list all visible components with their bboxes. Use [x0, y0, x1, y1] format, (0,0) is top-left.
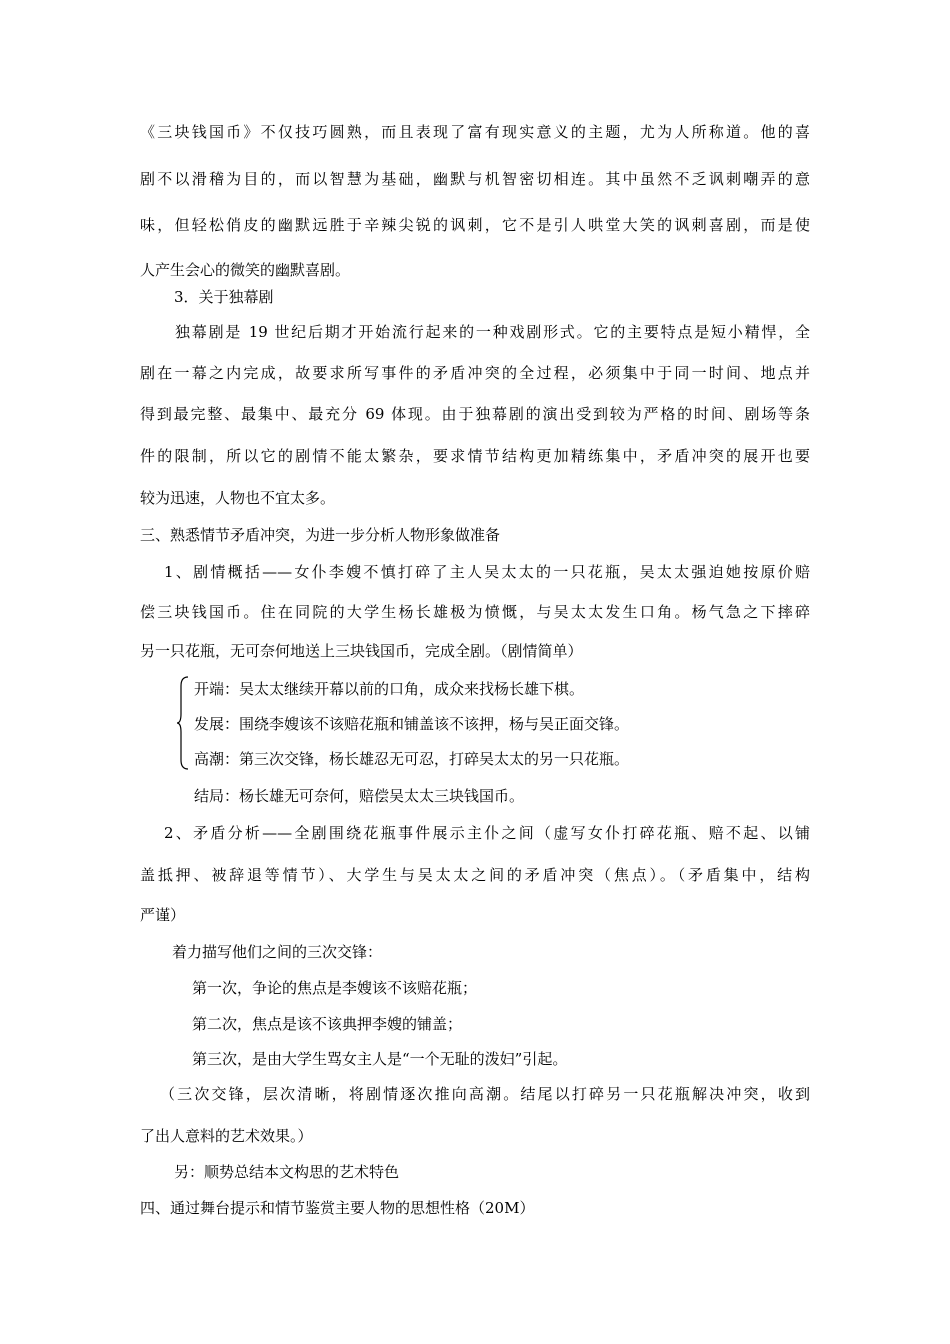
- round-two: 第二次，焦点是该不该典押李嫂的铺盖；: [192, 1015, 463, 1033]
- oneact-heading: 3．关于独幕剧: [174, 288, 274, 306]
- intro-line-3: 味，但轻松俏皮的幽默远胜于辛辣尖锐的讽刺，它不是引人哄堂大笑的讽刺喜剧，而是使: [140, 216, 810, 234]
- oneact-line-2: 剧在一幕之内完成，故要求所写事件的矛盾冲突的全过程，必须集中于同一时间、地点并: [140, 364, 810, 382]
- conflict-line-1: 2、矛盾分析——全剧围绕花瓶事件展示主仆之间（虚写女仆打碎花瓶、赔不起、以铺: [164, 824, 810, 842]
- oneact-line-5: 较为迅速，人物也不宜太多。: [140, 489, 336, 507]
- extra-note: 另：顺势总结本文构思的艺术特色: [174, 1163, 400, 1181]
- intro-line-4: 人产生会心的微笑的幽默喜剧。: [140, 261, 351, 279]
- focus-intro: 着力描写他们之间的三次交锋：: [172, 943, 383, 961]
- intro-line-1: 《三块钱国币》不仅技巧圆熟，而且表现了富有现实意义的主题，尤为人所称道。他的喜: [140, 123, 810, 141]
- plot-line-1: 1、剧情概括——女仆李嫂不慎打碎了主人吴太太的一只花瓶，吴太太强迫她按原价赔: [164, 563, 810, 581]
- round-three: 第三次，是由大学生骂女主人是“一个无耻的泼妇”引起。: [192, 1050, 568, 1068]
- stage-climax: 高潮：第三次交锋，杨长雄忍无可忍，打碎吴太太的另一只花瓶。: [194, 750, 630, 768]
- conflict-line-2: 盖抵押、被辞退等情节）、大学生与吴太太之间的矛盾冲突（焦点）。（矛盾集中，结构: [140, 866, 810, 884]
- section-four-heading: 四、通过舞台提示和情节鉴赏主要人物的思想性格（20M）: [140, 1199, 535, 1217]
- conflict-line-3: 严谨）: [140, 906, 186, 924]
- plot-line-3: 另一只花瓶，无可奈何地送上三块钱国币，完成全剧。（剧情简单）: [140, 642, 583, 660]
- stage-ending: 结局：杨长雄无可奈何，赔偿吴太太三块钱国币。: [194, 787, 525, 805]
- summary-line-2: 了出人意料的艺术效果。）: [140, 1127, 313, 1145]
- oneact-line-1: 独幕剧是 19 世纪后期才开始流行起来的一种戏剧形式。它的主要特点是短小精悍，全: [175, 323, 810, 341]
- stage-opening: 开端：吴太太继续开幕以前的口角，成众来找杨长雄下棋。: [194, 680, 585, 698]
- curly-brace-icon: [176, 676, 190, 770]
- summary-line-1: （三次交锋，层次清晰，将剧情逐次推向高潮。结尾以打碎另一只花瓶解决冲突，收到: [160, 1085, 810, 1103]
- plot-line-2: 偿三块钱国币。住在同院的大学生杨长雄极为愤慨，与吴太太发生口角。杨气急之下摔碎: [140, 603, 810, 621]
- intro-line-2: 剧不以滑稽为目的，而以智慧为基础，幽默与机智密切相连。其中虽然不乏讽刺嘲弄的意: [140, 170, 810, 188]
- section-three-heading: 三、熟悉情节矛盾冲突，为进一步分析人物形象做准备: [140, 526, 501, 544]
- oneact-line-3: 得到最完整、最集中、最充分 69 体现。由于独幕剧的演出受到较为严格的时间、剧场等条: [140, 405, 810, 423]
- oneact-line-4: 件的限制，所以它的剧情不能太繁杂，要求情节结构更加精练集中，矛盾冲突的展开也要: [140, 447, 810, 465]
- stage-development: 发展：围绕李嫂该不该赔花瓶和铺盖该不该押，杨与吴正面交锋。: [194, 715, 630, 733]
- round-one: 第一次，争论的焦点是李嫂该不该赔花瓶；: [192, 979, 478, 997]
